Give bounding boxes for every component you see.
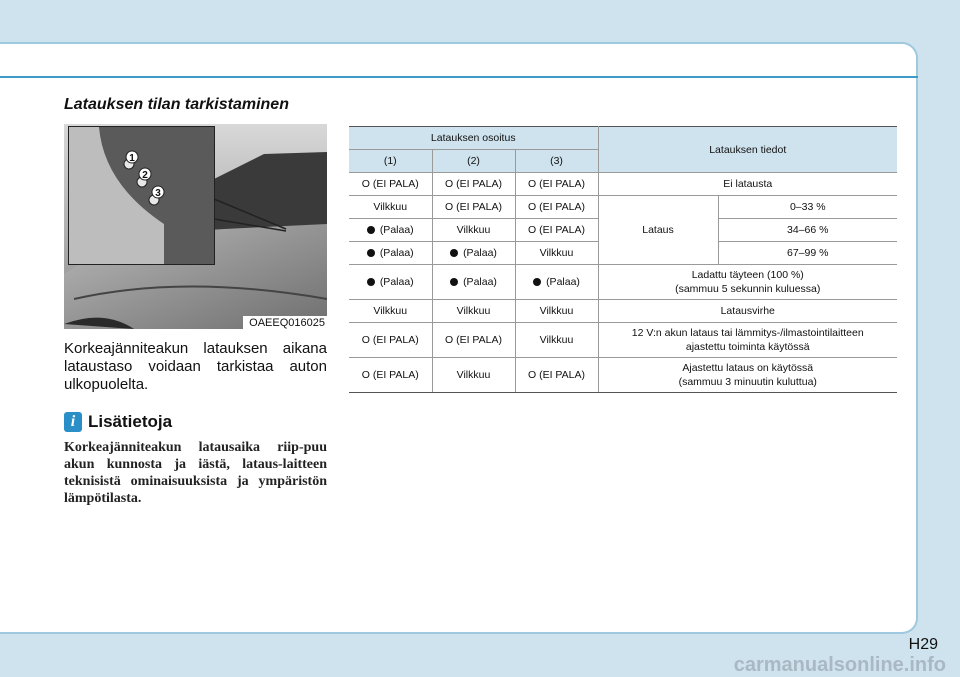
cell-info: 67–99 % <box>718 242 897 265</box>
cell: O (EI PALA) <box>515 196 598 219</box>
info-line: 12 V:n akun lataus tai lämmitys-/ilmastointilaitteen <box>631 327 864 339</box>
watermark: carmanualsonline.info <box>733 654 946 676</box>
cell-text: (Palaa) <box>463 276 497 288</box>
cell-info <box>598 323 897 358</box>
info-line: (sammuu 5 sekunnin kuluessa) <box>675 283 821 295</box>
cell: O (EI PALA) <box>515 219 598 242</box>
table-row <box>349 323 897 358</box>
cell-info: Latausvirhe <box>598 300 897 323</box>
info-line: Ajastettu lataus on käytössä <box>682 362 814 374</box>
table-row <box>349 358 897 393</box>
cell-info <box>598 358 897 393</box>
filled-dot-icon <box>533 278 541 286</box>
cell: O (EI PALA) <box>432 173 515 196</box>
info-line: ajastettu toiminta käytössä <box>685 341 810 353</box>
filled-dot-icon <box>367 226 375 234</box>
cell: O (EI PALA) <box>349 323 432 358</box>
info-line: (sammuu 3 minuutin kuluttua) <box>678 376 817 388</box>
table-header-row <box>349 127 897 150</box>
body-text: Korkeajänniteakun latauksen aikana lataustaso voidaan tarkistaa auton ulkopuolelta. <box>64 340 327 393</box>
info-text: Korkeajänniteakun latausaika riip-puu akun kunnosta ja iästä, lataus-laitteen teknisistä ominaisuuksista ja ympäristön lämpötilasta. <box>64 440 327 506</box>
info-heading <box>64 411 172 433</box>
manual-page <box>0 42 918 634</box>
cell: Vilkkuu <box>515 242 598 265</box>
cell <box>432 242 515 265</box>
cell: O (EI PALA) <box>515 358 598 393</box>
cell: Vilkkuu <box>349 196 432 219</box>
info-line: Ladattu täyteen (100 %) <box>691 269 804 281</box>
table-row <box>349 173 897 196</box>
callout-1: 1 <box>129 153 135 164</box>
cell-text: (Palaa) <box>379 276 414 288</box>
cell: Vilkkuu <box>515 323 598 358</box>
cell-info <box>598 265 897 300</box>
charging-indicator-figure <box>64 124 327 329</box>
cell: O (EI PALA) <box>432 196 515 219</box>
cell: Vilkkuu <box>432 219 515 242</box>
cell <box>349 242 432 265</box>
cell: Vilkkuu <box>432 358 515 393</box>
figure-code: OAEEQ016025 <box>243 316 327 329</box>
cell-text: (Palaa) <box>379 247 414 259</box>
cell: O (EI PALA) <box>515 173 598 196</box>
table-row <box>349 300 897 323</box>
cell <box>515 265 598 300</box>
filled-dot-icon <box>450 278 458 286</box>
info-title: Lisätietoja <box>88 412 173 431</box>
cell <box>349 219 432 242</box>
cell: Vilkkuu <box>432 300 515 323</box>
cell <box>432 265 515 300</box>
filled-dot-icon <box>367 249 375 257</box>
cell-info-group: Lataus <box>598 196 718 265</box>
filled-dot-icon <box>450 249 458 257</box>
section-title: Latauksen tilan tarkistaminen <box>64 96 289 113</box>
header-col-2: (2) <box>432 150 515 173</box>
cell: O (EI PALA) <box>349 358 432 393</box>
cell-info: 34–66 % <box>718 219 897 242</box>
cell: Vilkkuu <box>349 300 432 323</box>
top-rule <box>0 76 918 78</box>
cell: O (EI PALA) <box>432 323 515 358</box>
callout-3: 3 <box>155 188 161 199</box>
cell <box>349 265 432 300</box>
filled-dot-icon <box>367 278 375 286</box>
cell-text: (Palaa) <box>546 276 580 288</box>
header-col-3: (3) <box>515 150 598 173</box>
charging-status-table <box>349 126 897 393</box>
car-windshield-illustration <box>64 124 327 329</box>
page-number: H29 <box>908 636 938 653</box>
callout-2: 2 <box>142 170 148 181</box>
header-info: Latauksen tiedot <box>598 127 897 173</box>
cell-info: 0–33 % <box>718 196 897 219</box>
cell-info: Ei latausta <box>598 173 897 196</box>
table-row <box>349 265 897 300</box>
header-col-1: (1) <box>349 150 432 173</box>
cell: Vilkkuu <box>515 300 598 323</box>
info-icon: i <box>64 412 82 432</box>
cell-text: (Palaa) <box>463 247 497 259</box>
header-indicator: Latauksen osoitus <box>349 127 598 150</box>
cell-text: (Palaa) <box>379 224 414 236</box>
cell: O (EI PALA) <box>349 173 432 196</box>
table-row <box>349 196 897 219</box>
